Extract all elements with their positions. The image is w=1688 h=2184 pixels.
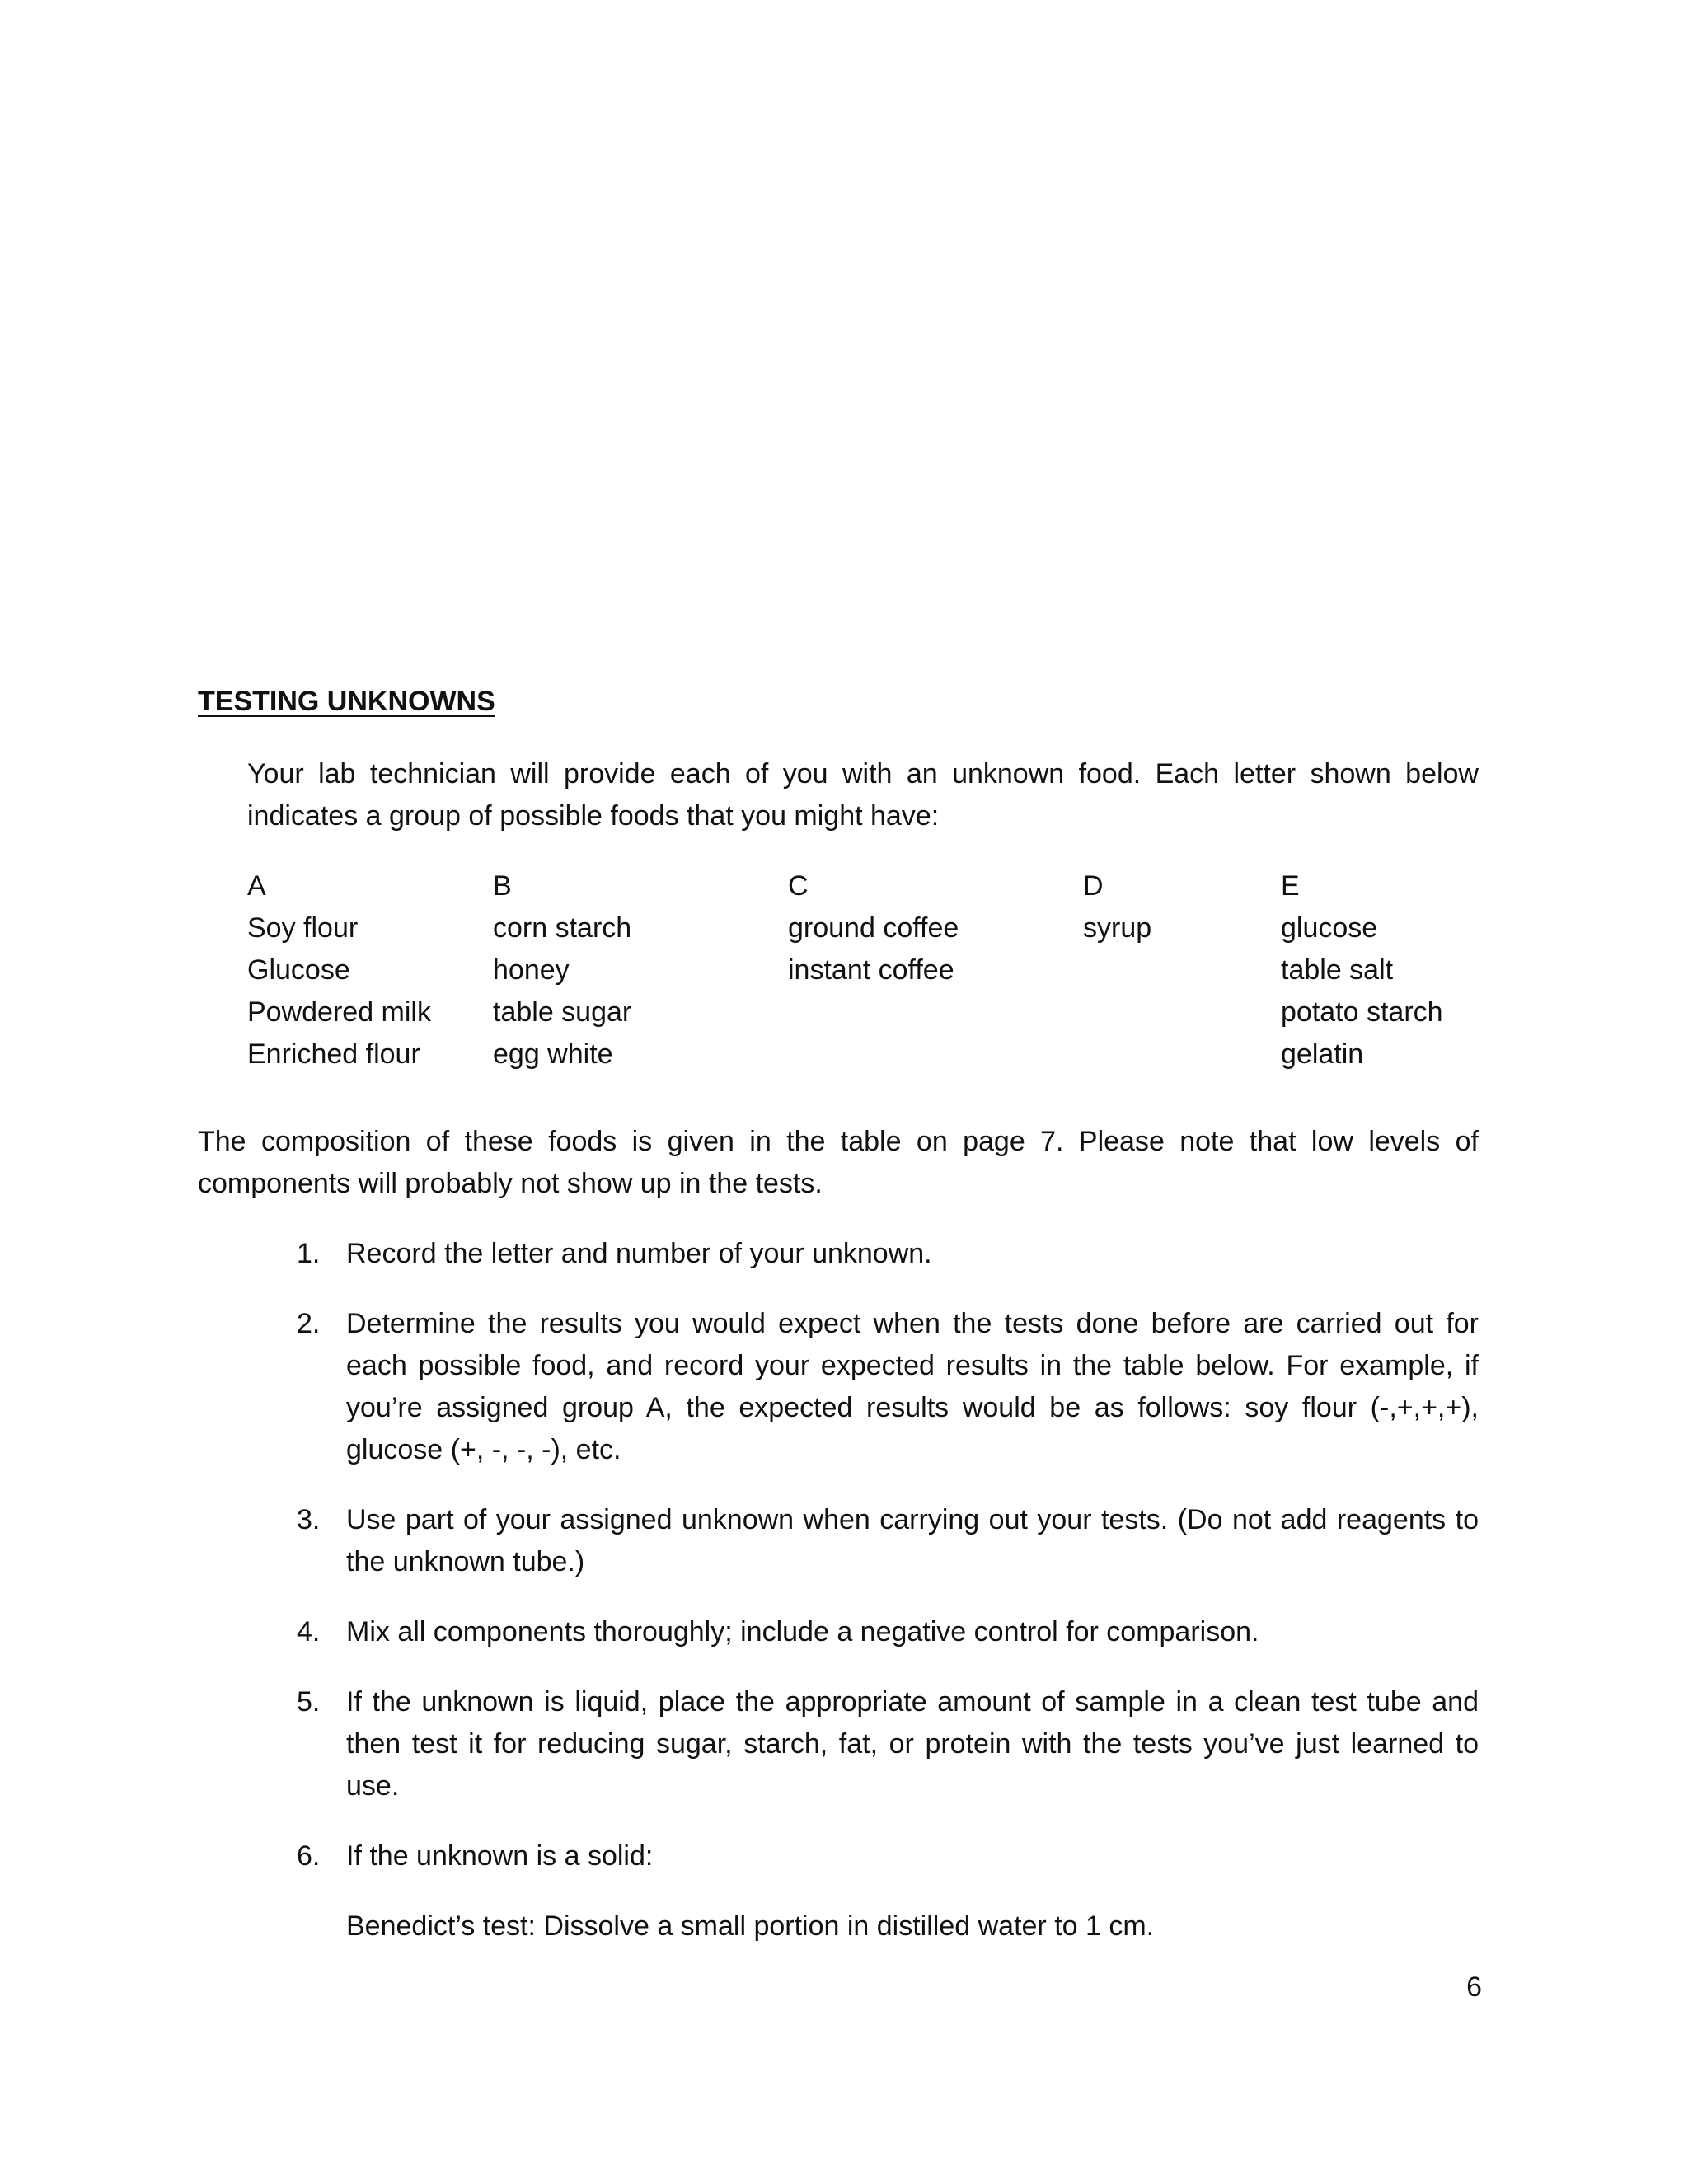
group-item: egg white: [493, 1038, 613, 1070]
group-letter: D: [1083, 870, 1104, 902]
group-item: gelatin: [1281, 1038, 1364, 1070]
group-item: honey: [493, 954, 570, 986]
step-text: Determine the results you would expect when the tests done before are carried out for each possible food, and record your expected results in the table below. For example, if you’re assigned group A, the expected results would be as follows: soy flour (-,+,+,+), glucose (+, -, -, -), etc.: [346, 1308, 1479, 1465]
intro-paragraph: Your lab technician will provide each of you with an unknown food. Each letter shown below indicates a group of possible foods that you might have:: [247, 758, 1479, 832]
step-text: Record the letter and number of your unknown.: [346, 1238, 932, 1269]
step-number: 3.: [297, 1504, 321, 1535]
group-item: Powdered milk: [247, 996, 431, 1028]
list-item: [297, 1681, 1479, 1807]
group-item: Enriched flour: [247, 1038, 420, 1070]
step-text: If the unknown is a solid:: [346, 1840, 654, 1872]
step-number: 6.: [297, 1840, 321, 1872]
list-item: [297, 1303, 1479, 1471]
group-item: Soy flour: [247, 912, 359, 944]
group-item: potato starch: [1281, 996, 1443, 1028]
group-item: ground coffee: [788, 912, 959, 944]
group-item: instant coffee: [788, 954, 954, 986]
composition-paragraph: The composition of these foods is given in the table on page 7. Please note that low levels of components will probably not show up in the tests.: [198, 1126, 1479, 1199]
group-item: corn starch: [493, 912, 632, 944]
section-heading: TESTING UNKNOWNS: [198, 686, 495, 717]
step-text: If the unknown is liquid, place the appropriate amount of sample in a clean test tube and then test it for reducing sugar, starch, fat, or protein with the tests you’ve just learned to use.: [346, 1686, 1479, 1802]
step-number: 2.: [297, 1308, 321, 1339]
group-column-e: [1281, 865, 1443, 1076]
group-letter: B: [493, 870, 512, 902]
group-column-b: [493, 865, 631, 1076]
group-item: table salt: [1281, 954, 1394, 986]
group-column-a: [247, 865, 431, 1076]
procedure-steps: [297, 1233, 1479, 1905]
food-groups: [247, 865, 1479, 1080]
step-number: 1.: [297, 1238, 321, 1269]
group-letter: A: [247, 870, 266, 902]
group-column-c: [788, 865, 959, 991]
group-item: table sugar: [493, 996, 632, 1028]
list-item: [297, 1233, 1479, 1275]
step-number: 5.: [297, 1686, 321, 1718]
group-letter: E: [1281, 870, 1300, 902]
step-text: Mix all components thoroughly; include a negative control for comparison.: [346, 1616, 1259, 1647]
list-item: [297, 1611, 1479, 1653]
group-item: syrup: [1083, 912, 1152, 944]
step-number: 4.: [297, 1616, 321, 1647]
step-text: Use part of your assigned unknown when carrying out your tests. (Do not add reagents to the unknown tube.): [346, 1504, 1479, 1577]
group-letter: C: [788, 870, 809, 902]
group-column-d: [1083, 865, 1151, 949]
list-item: [297, 1835, 1479, 1877]
page-number: 6: [1466, 1971, 1482, 2003]
benedicts-test-note: Benedict’s test: Dissolve a small portion in distilled water to 1 cm.: [346, 1910, 1155, 1942]
list-item: [297, 1499, 1479, 1583]
group-item: glucose: [1281, 912, 1378, 944]
group-item: Glucose: [247, 954, 350, 986]
